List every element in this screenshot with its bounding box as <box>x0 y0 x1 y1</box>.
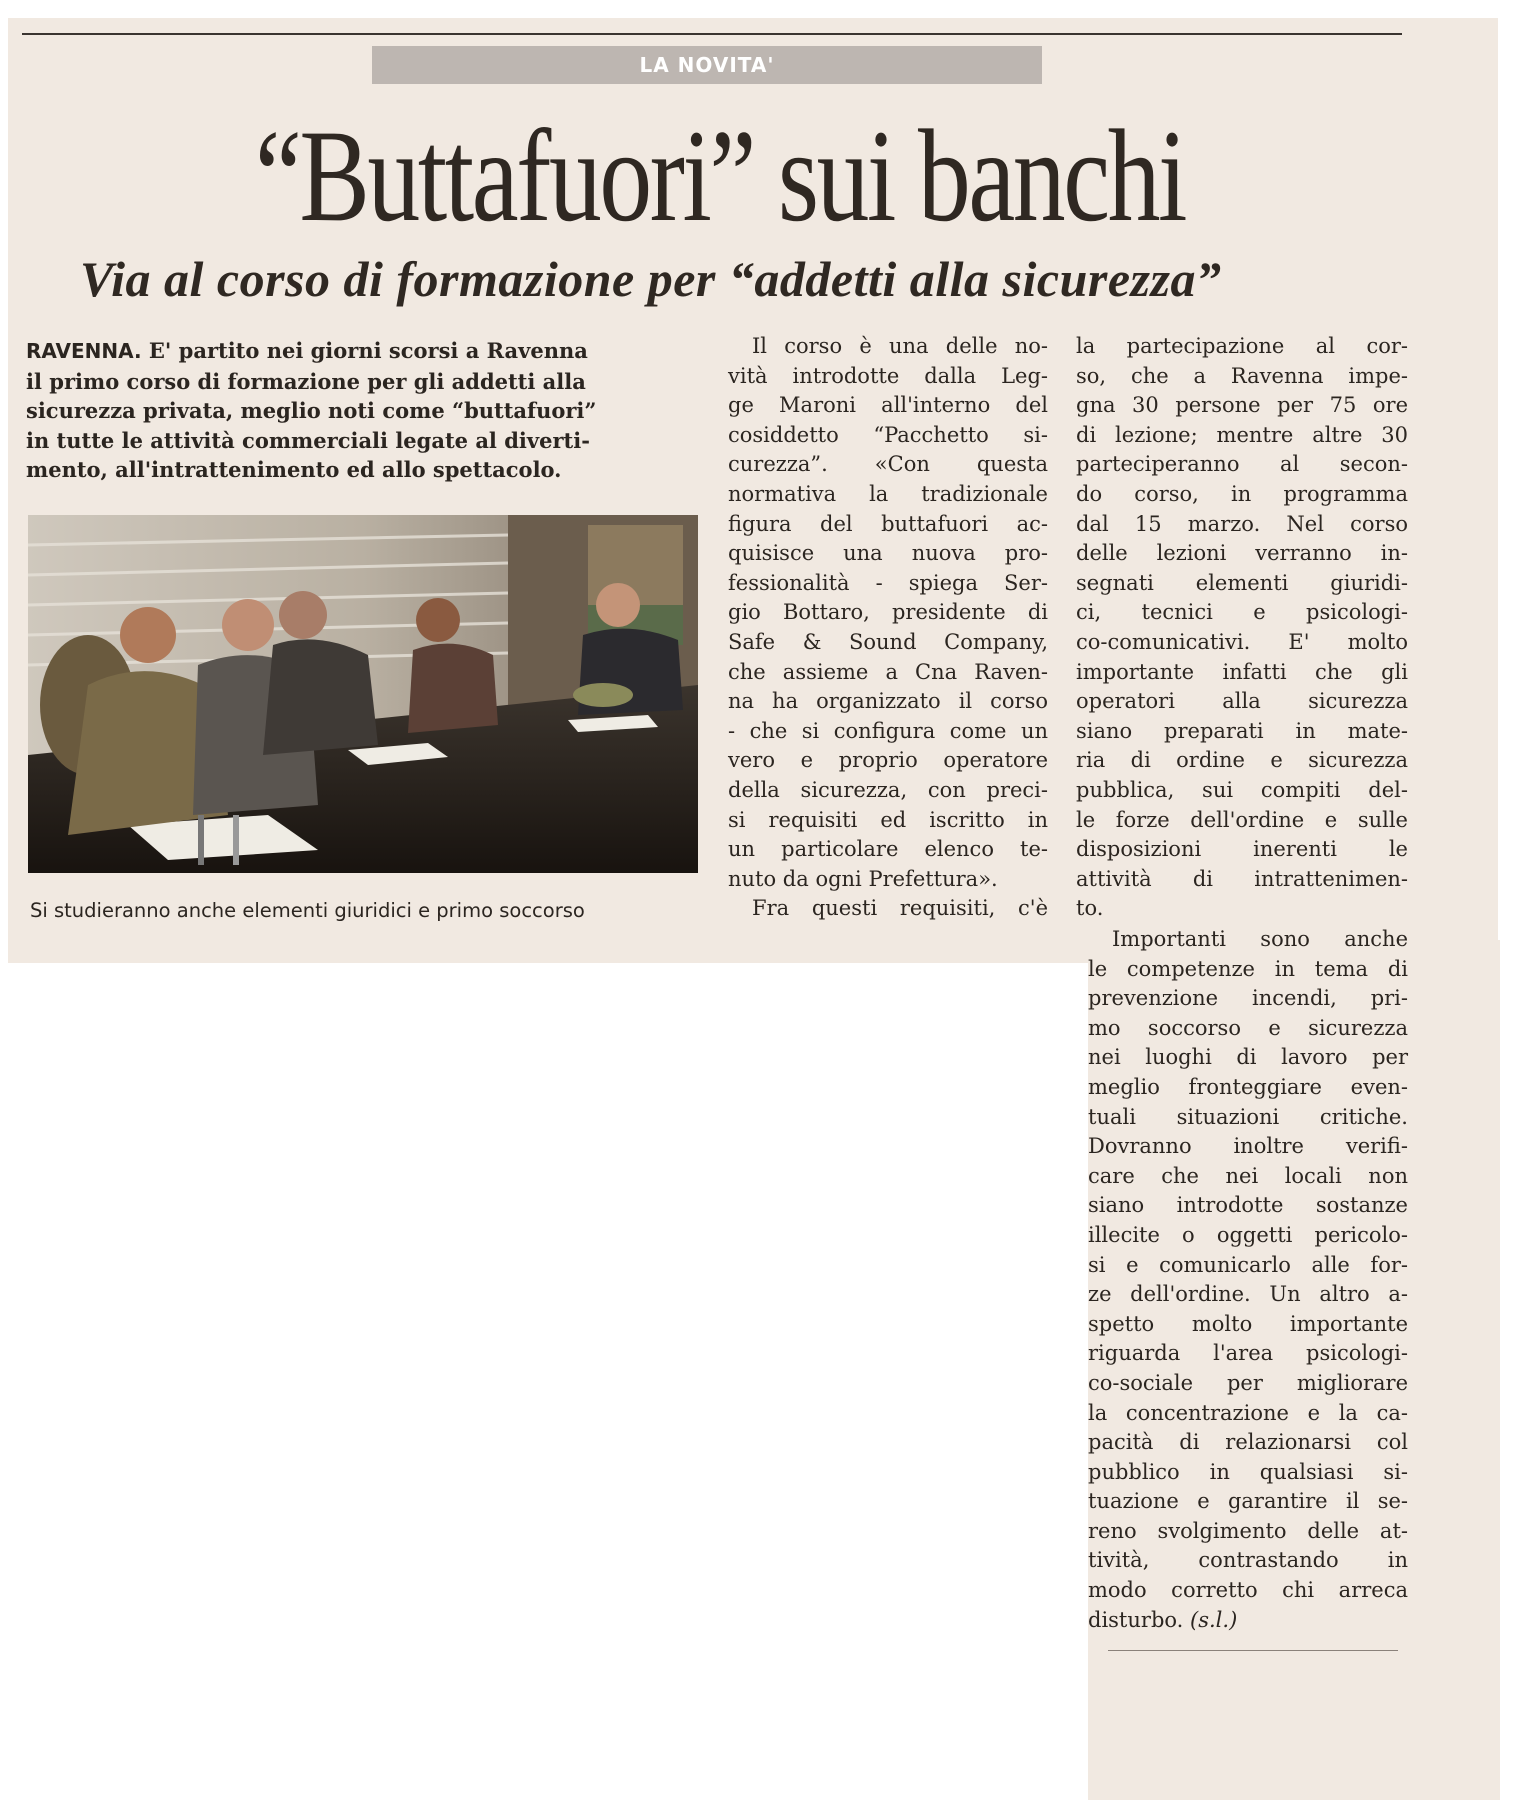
dateline: RAVENNA. <box>26 339 142 363</box>
article-subhead: Via al corso di formazione per “addetti alla sicurezza” <box>80 251 1222 307</box>
body-line: spetto molto importante <box>1088 1311 1408 1336</box>
body-line: mo soccorso e sicurezza <box>1088 1015 1408 1040</box>
article-headline: “Buttafuori” sui banchi <box>254 102 1186 249</box>
body-line: tuazione e garantire il se- <box>1088 1489 1408 1514</box>
lead-line: in tutte le attività commerciali legate al diverti- <box>26 427 590 453</box>
body-line: care che nei locali non <box>1088 1163 1408 1188</box>
body-line: si requisiti ed iscritto in <box>728 807 1048 832</box>
lead-line: RAVENNA. E' partito nei giorni scorsi a Ravenna <box>26 338 588 363</box>
bottom-rule <box>1108 1650 1398 1651</box>
body-line: normativa la tradizionale <box>728 481 1048 506</box>
body-line: figura del buttafuori ac- <box>728 511 1048 536</box>
body-column-4 <box>1088 925 1408 1635</box>
body-line: co-comunicativi. E' molto <box>1076 629 1408 654</box>
body-line: vero e proprio operatore <box>728 748 1048 773</box>
body-line: le forze dell'ordine e sulle <box>1076 807 1408 832</box>
body-line: Importanti sono anche <box>1112 927 1408 951</box>
top-rule <box>22 33 1402 35</box>
body-line: Fra questi requisiti, c'è <box>752 896 1048 921</box>
body-line: segnati elementi giuridi- <box>1076 570 1408 595</box>
lead-line: sicurezza privata, meglio noti come “buttafuori” <box>26 398 597 423</box>
body-line: importante infatti che gli <box>1076 659 1408 684</box>
body-line: ge Maroni all'interno del <box>728 393 1048 418</box>
body-line: Dovranno inoltre verifi- <box>1088 1134 1408 1159</box>
body-line: della sicurezza, con preci- <box>728 777 1048 802</box>
body-line: ze dell'ordine. Un altro a- <box>1088 1282 1408 1307</box>
body-line: parteciperanno al secon- <box>1076 452 1408 477</box>
body-line: ria di ordine e sicurezza <box>1076 748 1408 773</box>
body-line: Il corso è una delle no- <box>752 334 1048 358</box>
body-line: siano preparati in mate- <box>1076 718 1408 743</box>
body-line: curezza”. «Con questa <box>728 452 1048 477</box>
body-line: dal 15 marzo. Nel corso <box>1076 511 1408 536</box>
body-line: riguarda l'area psicologi- <box>1088 1341 1408 1366</box>
body-line: che assieme a Cna Raven- <box>728 659 1048 684</box>
body-line-final: disturbo. (s.l.) <box>1088 1607 1238 1632</box>
body-line: illecite o oggetti pericolo- <box>1088 1222 1408 1247</box>
body-line: siano introdotte sostanze <box>1088 1193 1408 1218</box>
body-line: le competenze in tema di <box>1088 956 1408 981</box>
body-line: meglio fronteggiare even- <box>1088 1074 1408 1099</box>
body-line: na ha organizzato il corso <box>728 689 1048 714</box>
body-line: vità introdotte dalla Leg- <box>728 363 1048 388</box>
body-line: co-sociale per migliorare <box>1088 1370 1408 1395</box>
author-byline: (s.l.) <box>1190 1607 1238 1632</box>
body-line: operatori alla sicurezza <box>1076 689 1408 714</box>
body-line: gna 30 persone per 75 ore <box>1076 393 1408 418</box>
body-line: reno svolgimento delle at- <box>1088 1518 1408 1543</box>
body-line: to. <box>1076 896 1104 921</box>
body-line: do corso, in programma <box>1076 481 1408 506</box>
body-line: modo corretto chi arreca <box>1088 1578 1408 1603</box>
body-line: pacità di relazionarsi col <box>1088 1430 1408 1455</box>
body-line: attività di intrattenimen- <box>1076 866 1408 891</box>
body-line: Safe & Sound Company, <box>728 629 1048 654</box>
body-line: disposizioni inerenti le <box>1076 837 1408 862</box>
lead-line: il primo corso di formazione per gli addetti alla <box>26 368 586 394</box>
section-kicker: LA NOVITA' <box>372 46 1042 84</box>
article-lead <box>26 336 699 485</box>
body-column-3 <box>1076 332 1408 924</box>
body-line: si e comunicarlo alle for- <box>1088 1252 1408 1277</box>
body-line: - che si configura come un <box>728 718 1048 743</box>
body-line: gio Bottaro, presidente di <box>728 600 1048 625</box>
body-line: quisisce una nuova pro- <box>728 541 1048 566</box>
body-line: nuto da ogni Prefettura». <box>728 866 998 891</box>
body-line: un particolare elenco te- <box>728 837 1048 862</box>
body-line: fessionalità - spiega Ser- <box>728 570 1048 595</box>
photo-caption: Si studieranno anche elementi giuridici e primo soccorso <box>30 899 585 922</box>
body-line: di lezione; mentre altre 30 <box>1076 422 1408 447</box>
meeting-photo <box>28 515 698 873</box>
body-line: la partecipazione al cor- <box>1076 334 1408 358</box>
body-line: cosiddetto “Pacchetto si- <box>728 422 1048 447</box>
body-line: pubblica, sui compiti del- <box>1076 777 1408 802</box>
body-line: so, che a Ravenna impe- <box>1076 363 1408 388</box>
body-line: ci, tecnici e psicologi- <box>1076 600 1408 625</box>
body-line: pubblico in qualsiasi si- <box>1088 1459 1408 1484</box>
body-line: la concentrazione e la ca- <box>1088 1400 1408 1425</box>
body-line: delle lezioni verranno in- <box>1076 541 1408 566</box>
body-line: prevenzione incendi, pri- <box>1088 986 1408 1011</box>
body-line: tività, contrastando in <box>1088 1548 1408 1573</box>
body-line: nei luoghi di lavoro per <box>1088 1045 1408 1070</box>
body-line: tuali situazioni critiche. <box>1088 1104 1408 1129</box>
body-column-2 <box>728 332 1048 924</box>
lead-line: mento, all'intrattenimento ed allo spettacolo. <box>26 457 562 482</box>
